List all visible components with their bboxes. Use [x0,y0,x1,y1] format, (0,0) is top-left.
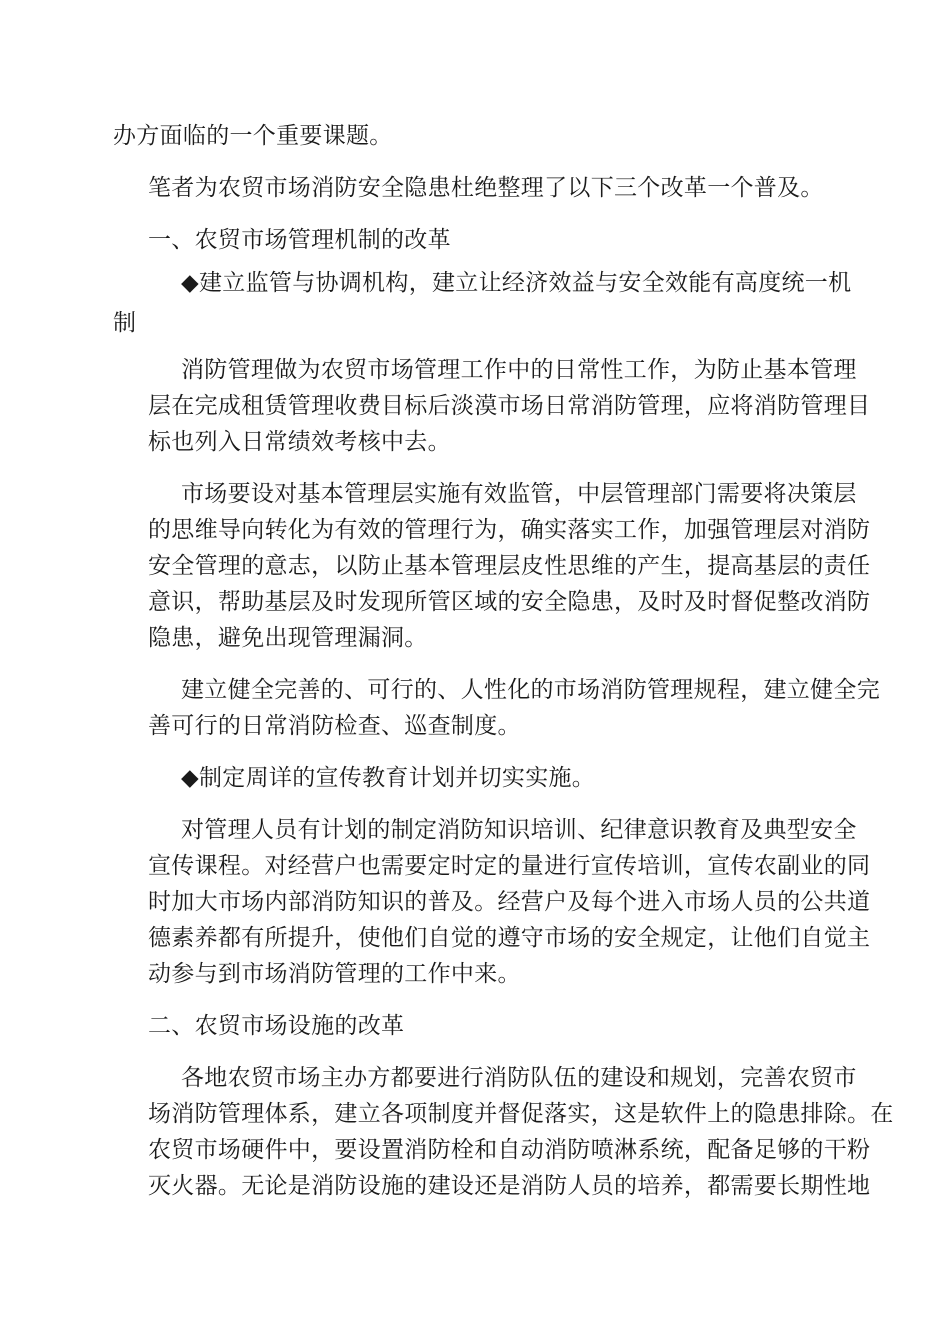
section-heading-2: 二、农贸市场设施的改革 [148,1013,405,1039]
paragraph-line: 的思维导向转化为有效的管理行为，确实落实工作，加强管理层对消防 [148,517,871,543]
paragraph-line: 德素养都有所提升，使他们自觉的遵守市场的安全规定，让他们自觉主 [148,925,871,951]
paragraph-line: 安全管理的意志，以防止基本管理层皮性思维的产生，提高基层的责任 [148,553,871,579]
paragraph-line: 标也列入日常绩效考核中去。 [148,429,451,455]
bullet-heading-2: ◆制定周详的宣传教育计划并切实实施。 [181,765,596,791]
paragraph-line: 各地农贸市场主办方都要进行消防队伍的建设和规划，完善农贸市 [181,1065,857,1091]
paragraph-intro: 笔者为农贸市场消防安全隐患杜绝整理了以下三个改革一个普及。 [148,175,824,201]
paragraph-line: 对管理人员有计划的制定消防知识培训、纪律意识教育及典型安全 [181,817,857,843]
paragraph-line: 宣传课程。对经营户也需要定时定的量进行宣传培训，宣传农副业的同 [148,853,871,879]
paragraph-continuation: 办方面临的一个重要课题。 [113,123,393,149]
paragraph-line: 场消防管理体系，建立各项制度并督促落实，这是软件上的隐患排除。在 [148,1101,894,1127]
paragraph-line: 善可行的日常消防检查、巡查制度。 [148,713,521,739]
paragraph-line: 隐患，避免出现管理漏洞。 [148,625,428,651]
paragraph-line: 灭火器。无论是消防设施的建设还是消防人员的培养，都需要长期性地 [148,1173,871,1199]
paragraph-line: 时加大市场内部消防知识的普及。经营户及每个进入市场人员的公共道 [148,889,871,915]
section-heading-1: 一、农贸市场管理机制的改革 [148,227,451,253]
paragraph-line: 意识，帮助基层及时发现所管区域的安全隐患，及时及时督促整改消防 [148,589,871,615]
paragraph-line: 动参与到市场消防管理的工作中来。 [148,961,521,987]
paragraph-line: 市场要设对基本管理层实施有效监管，中层管理部门需要将决策层 [181,481,857,507]
paragraph-line: 农贸市场硬件中，要设置消防栓和自动消防喷淋系统，配备足够的干粉 [148,1137,871,1163]
paragraph-line: 消防管理做为农贸市场管理工作中的日常性工作，为防止基本管理 [181,357,857,383]
paragraph-line: 层在完成租赁管理收费目标后淡漠市场日常消防管理，应将消防管理目 [148,393,871,419]
bullet-heading-1-continuation: 制 [113,310,137,336]
bullet-heading-1: ◆建立监管与协调机构，建立让经济效益与安全效能有高度统一机 [181,270,852,296]
paragraph-line: 建立健全完善的、可行的、人性化的市场消防管理规程，建立健全完 [181,677,880,703]
